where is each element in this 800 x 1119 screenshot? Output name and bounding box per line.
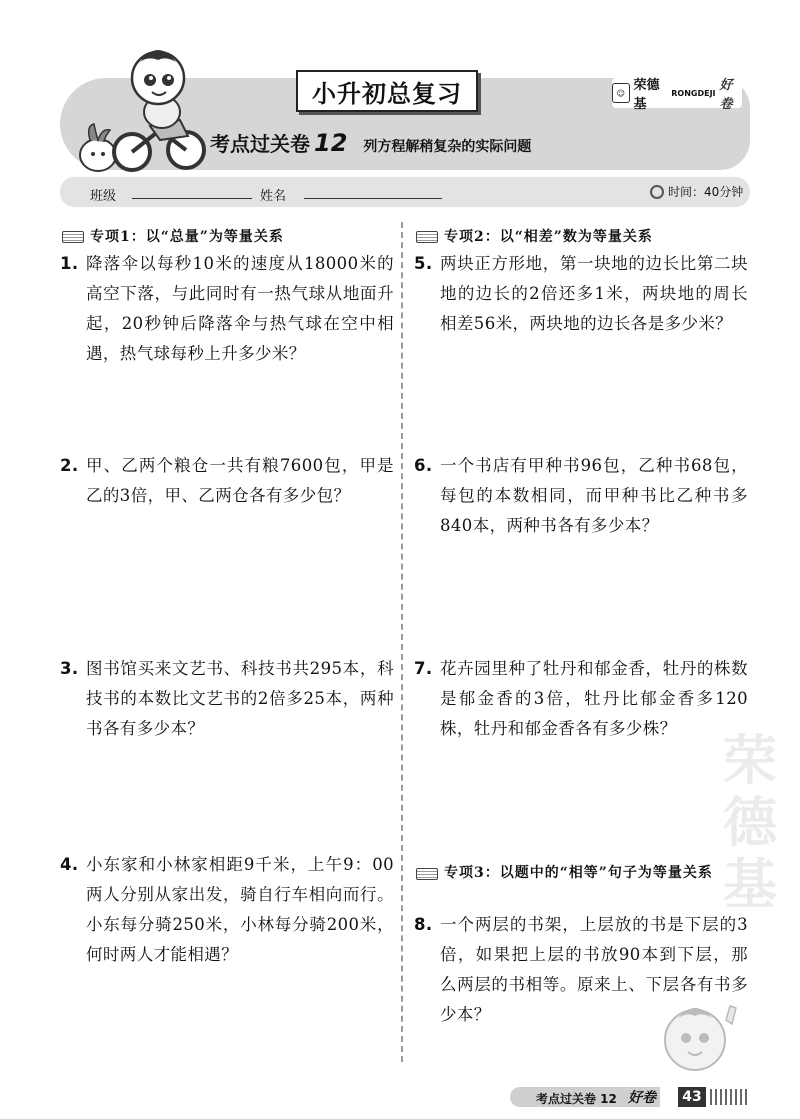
student-info-row bbox=[60, 177, 750, 207]
section-label-2: 专项2：以“相差”数为等量关系 bbox=[444, 229, 653, 245]
question-5 bbox=[414, 249, 748, 339]
time-limit bbox=[650, 183, 743, 200]
page-number: 43 bbox=[678, 1087, 706, 1107]
question-number: 3. bbox=[60, 659, 79, 678]
question-6 bbox=[414, 451, 748, 541]
footer-brand: 好卷 bbox=[628, 1090, 656, 1106]
section-header-1 bbox=[62, 226, 392, 246]
exam-number: 12 bbox=[314, 129, 348, 157]
section-label-1: 专项1：以“总量”为等量关系 bbox=[90, 229, 284, 245]
column-divider bbox=[401, 222, 403, 1062]
question-number: 4. bbox=[60, 855, 79, 874]
question-2 bbox=[60, 451, 394, 511]
footer-stripes bbox=[710, 1089, 750, 1105]
question-number: 6. bbox=[414, 456, 433, 475]
question-3 bbox=[60, 654, 394, 744]
brand-badge bbox=[612, 78, 742, 112]
question-number: 1. bbox=[60, 254, 79, 273]
class-label: 班级 bbox=[90, 189, 117, 204]
question-number: 8. bbox=[414, 915, 433, 934]
series-title: 小升初总复习 bbox=[296, 70, 478, 112]
name-field[interactable] bbox=[304, 198, 442, 199]
mascot-thumbs-up-illustration bbox=[650, 990, 740, 1080]
question-number: 5. bbox=[414, 254, 433, 273]
question-text: 两块正方形地，第一块地的边长比第二块地的边长的2倍还多1米，两块地的周长相差56米，两块地的边长各是多少米？ bbox=[440, 254, 748, 333]
name-label: 姓名 bbox=[260, 189, 287, 204]
mascot-motorbike-illustration bbox=[70, 40, 210, 175]
question-text: 一个两层的书架，上层放的书是下层的3倍，如果把上层的书放90本到下层，那么两层的书相等。原来上、下层各有书多少本？ bbox=[440, 915, 748, 1024]
brand-name: 荣德基 bbox=[633, 78, 660, 112]
section-label-3: 专项3：以题中的“相等”句子为等量关系 bbox=[444, 865, 713, 881]
question-number: 7. bbox=[414, 659, 433, 678]
brand-logo-text: RONGDEJI bbox=[671, 88, 716, 98]
page-footer bbox=[510, 1085, 750, 1109]
question-text: 降落伞以每秒10米的速度从18000米的高空下落，与此同时有一热气球从地面升起，20秒钟后降落伞与热气球在空中相遇，热气球每秒上升多少米？ bbox=[86, 254, 394, 363]
exam-title: 考点过关卷 bbox=[210, 132, 310, 156]
section-header-2 bbox=[416, 226, 746, 246]
question-text: 小东家和小林家相距9千米，上午9：00两人分别从家出发，骑自行车相向而行。小东每分骑250米，小林每分骑200米，何时两人才能相遇？ bbox=[86, 855, 394, 964]
question-number: 2. bbox=[60, 456, 79, 475]
question-text: 图书馆买来文艺书、科技书共295本，科技书的本数比文艺书的2倍多25本，两种书各有多少本？ bbox=[86, 659, 394, 738]
question-1 bbox=[60, 249, 394, 369]
clock-icon bbox=[650, 185, 664, 199]
question-4 bbox=[60, 850, 394, 970]
class-field[interactable] bbox=[132, 198, 252, 199]
question-text: 花卉园里种了牡丹和郁金香，牡丹的株数是郁金香的3倍，牡丹比郁金香多120株，牡丹和郁金香各有多少株？ bbox=[440, 659, 748, 738]
footer-label: 考点过关卷 12 bbox=[536, 1092, 617, 1106]
watermark: 荣德基 bbox=[723, 729, 777, 916]
section-header-3 bbox=[416, 862, 732, 884]
book-stack-icon bbox=[416, 866, 438, 880]
book-stack-icon bbox=[62, 229, 84, 243]
exam-heading bbox=[210, 128, 730, 158]
question-text: 甲、乙两个粮仓一共有粮7600包，甲是乙的3倍，甲、乙两仓各有多少包？ bbox=[86, 456, 394, 505]
brand-sub: 好卷 bbox=[719, 78, 733, 112]
book-stack-icon bbox=[416, 229, 438, 243]
question-7 bbox=[414, 654, 748, 744]
question-text: 一个书店有甲种书96包，乙种书68包，每包的本数相同，而甲种书比乙种书多840本，两种书各有多少本？ bbox=[440, 456, 748, 535]
brand-logo-icon: ☺ bbox=[612, 83, 630, 103]
exam-topic: 列方程解稍复杂的实际问题 bbox=[363, 139, 532, 155]
time-label: 时间：40分钟 bbox=[668, 185, 744, 199]
